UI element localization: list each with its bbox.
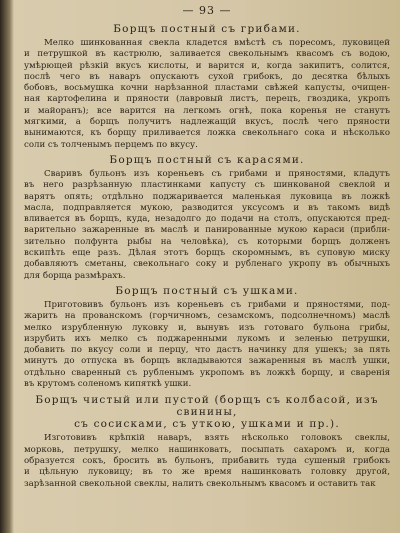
book-gutter-shadow [0, 0, 14, 533]
recipe-section [24, 394, 390, 489]
text-line: и петрушкой въ кастрюлю, заливается свекольнымъ квасомъ съ водою, [24, 49, 390, 60]
text-line: Мелко шинкованная свекла кладется вмѣстѣ съ поресомъ, луковицей [44, 38, 390, 48]
text-line: мягкими, а борщъ получитъ надлежащій вкусъ, послѣ чего пряности [24, 117, 390, 128]
recipe-section [24, 23, 390, 151]
recipe-sections [24, 23, 390, 490]
text-line: образуется сокъ, бросить въ бульонъ, прибавить туда сушеный грибокъ [24, 455, 390, 466]
text-line: добавить по вкусу соли и перцу, что дастъ начинку для ушекъ; за пять [24, 345, 390, 356]
text-line: отдѣльно сваренный съ рубленымъ укропомъ въ ложкѣ борщу, и сваренія [24, 367, 390, 378]
text-line: минутъ до отпуска въ борщъ вкладываются зажаренныя въ маслѣ ушки, [24, 356, 390, 367]
recipe-section [24, 154, 390, 282]
text-line: масла, подправляется мукою, разводится уксусомъ и въ такомъ видѣ [24, 202, 390, 213]
text-line: соли съ толченымъ перцемъ по вкусу. [24, 139, 198, 150]
text-line: и цѣльную луковицу; въ то же время нашинковать головку другой, [24, 467, 390, 478]
section-title: Борщъ постный съ ушками. [115, 284, 299, 297]
text-line: Изготовивъ крѣпкій наваръ, взять нѣсколько головокъ свеклы, [44, 433, 390, 444]
text-line: ная картофелина и пряности (лавровый листъ, перецъ, гвоздика, укропъ [24, 94, 390, 105]
text-line: умѣрющей рѣзкій вкусъ кислоты, и варится и, когда закипитъ, солится, [24, 60, 390, 71]
text-line: вынимаются, къ борщу приливается ложка свекольнаго сока и нѣсколько [24, 128, 390, 139]
text-line: Сваривъ бульонъ изъ кореньевъ съ грибами и пряностями, кладутъ [44, 168, 390, 179]
text-line: Приготовивъ бульонъ изъ кореньевъ съ грибами и пряностями, под- [44, 299, 390, 310]
text-line: морковь, петрушку, мелко нашинковать, посыпать сахаромъ и, когда [24, 444, 390, 455]
text-line: и майоранъ); все варится на легкомъ огнѣ, пока коренья не станутъ [24, 105, 390, 116]
text-line: въ него разрѣзанную пластинками капусту съ шинкованой свеклой и [24, 180, 390, 191]
text-line: мелко изрубленную луковку и, вынувъ изъ готоваго бульона грибы, [24, 322, 390, 333]
text-line: жарить на прованскомъ (горчичномъ, сезамскомъ, подсолнечномъ) маслѣ [24, 311, 390, 322]
page-content [24, 4, 390, 490]
text-line: варительно зажаренные въ маслѣ и панированные мукою караси (прибли- [24, 225, 390, 236]
text-line: для борща размѣрахъ. [24, 270, 126, 281]
text-line: изрубить ихъ мелко съ поджаренными лукомъ и зеленью петрушки, [24, 333, 390, 344]
page-number: — 93 — [182, 4, 232, 17]
section-title: Борщъ постный съ грибами. [113, 23, 301, 35]
text-line: вскипѣть еще разъ. Дѣлая этотъ борщъ скоромнымъ, въ суповую миску [24, 248, 390, 259]
recipe-section [24, 285, 390, 390]
section-title-line: Борщъ чистый или пустой (борщъ съ колбасой, изъ свинины, [35, 394, 379, 419]
text-line: послѣ чего въ наваръ опускаютъ сухой грибокъ, до десятка бѣлыхъ [24, 71, 390, 82]
text-line: зарѣзанной свекольной свеклы, налить свекольнымъ квасомъ и оставить так [24, 478, 376, 489]
text-line: въ крутомъ соленомъ кипяткѣ ушки. [24, 379, 192, 390]
text-line: вливается въ борщъ, куда, незадолго до подачи на столъ, опускаются пред- [24, 214, 390, 225]
text-line: варятъ опять; отдѣльно поджаривается маленькая луковица въ ложкѣ [24, 191, 390, 202]
section-title-line: съ сосисками, съ уткою, ушками и пр.). [74, 418, 340, 431]
text-line: бобовъ, восьмушка кочни нарѣзанной пластами свѣжей капусты, очищен- [24, 83, 390, 94]
text-line: зительно полфунта рыбы на человѣка), съ которыми борщъ долженъ [24, 236, 390, 247]
section-title: Борщъ постный съ карасями. [109, 153, 305, 166]
text-line: добавляютъ сметаны, свекольнаго соку и рубленаго укропу въ обычныхъ [24, 259, 390, 270]
